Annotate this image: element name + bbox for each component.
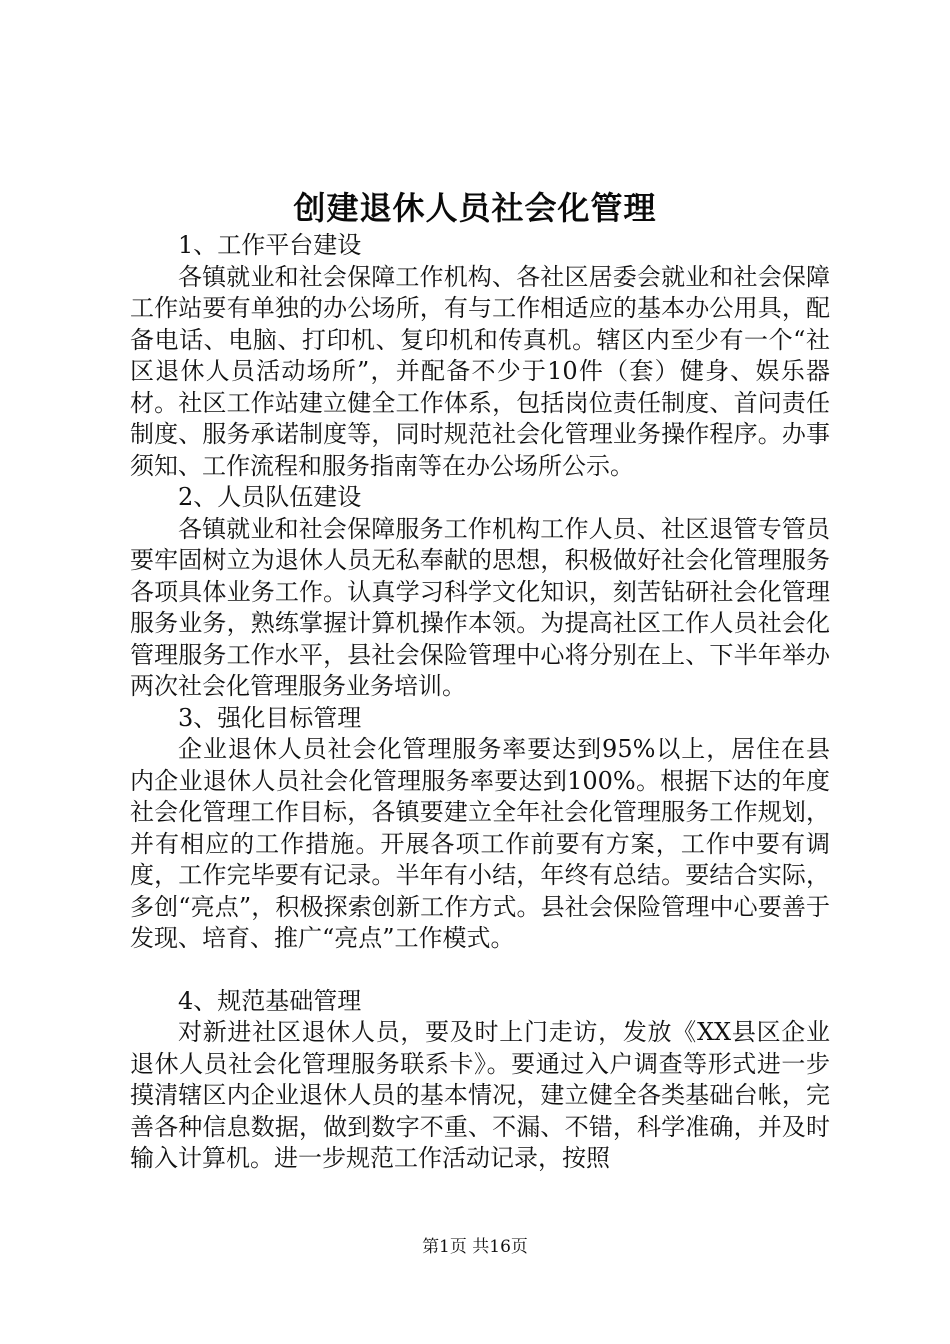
section-heading-4: 4、规范基础管理 (178, 986, 362, 1015)
section-heading-1: 1、工作平台建设 (178, 231, 362, 259)
document-title: 创建退休人员社会化管理 (293, 189, 657, 227)
section-heading-3: 3、强化目标管理 (178, 703, 362, 732)
section-heading-2: 2、人员队伍建设 (178, 483, 362, 511)
section-body-4: 对新进社区退休人员，要及时上门走访，发放《XX县区企业退休人员社会化管理服务联系卡》。要通过入户调查等形式进一步摸清辖区内企业退休人员的基本情况，建立健全各类基础台帐，完善各种信息数据，做到数字不重、不漏、不错，科学准确，并及时输入计算机。进一步规范工作活动记录，按照 (130, 1018, 830, 1172)
section-body-3: 企业退休人员社会化管理服务率要达到95%以上，居住在县内企业退休人员社会化管理服务率要达到100%。根据下达的年度社会化管理工作目标，各镇要建立全年社会化管理服务工作规划，并有相应的工作措施。开展各项工作前要有方案，工作中要有调度，工作完毕要有记录。半年有小结，年终有总结。要结合实际，多创“亮点”，积极探索创新工作方式。县社会保险管理中心要善于发现、培育、推广“亮点”工作模式。 (130, 735, 830, 952)
section-body-1: 各镇就业和社会保障工作机构、各社区居委会就业和社会保障工作站要有单独的办公场所，有与工作相适应的基本办公用具，配备电话、电脑、打印机、复印机和传真机。辖区内至少有一个“社区退休人员活动场所”，并配备不少于10件（套）健身、娱乐器材。社区工作站建立健全工作体系，包括岗位责任制度、首问责任制度、服务承诺制度等，同时规范社会化管理业务操作程序。办事须知、工作流程和服务指南等在办公场所公示。 (130, 262, 830, 480)
section-body-2: 各镇就业和社会保障服务工作机构工作人员、社区退管专管员要牢固树立为退休人员无私奉献的思想，积极做好社会化管理服务各项具体业务工作。认真学习科学文化知识，刻苦钻研社会化管理服务业务，熟练掌握计算机操作本领。为提高社区工作人员社会化管理服务工作水平，县社会保险管理中心将分别在上、下半年举办两次社会化管理服务业务培训。 (130, 514, 830, 700)
page-number-footer: 第1页 共16页 (422, 1237, 528, 1257)
document-body (130, 230, 830, 1175)
